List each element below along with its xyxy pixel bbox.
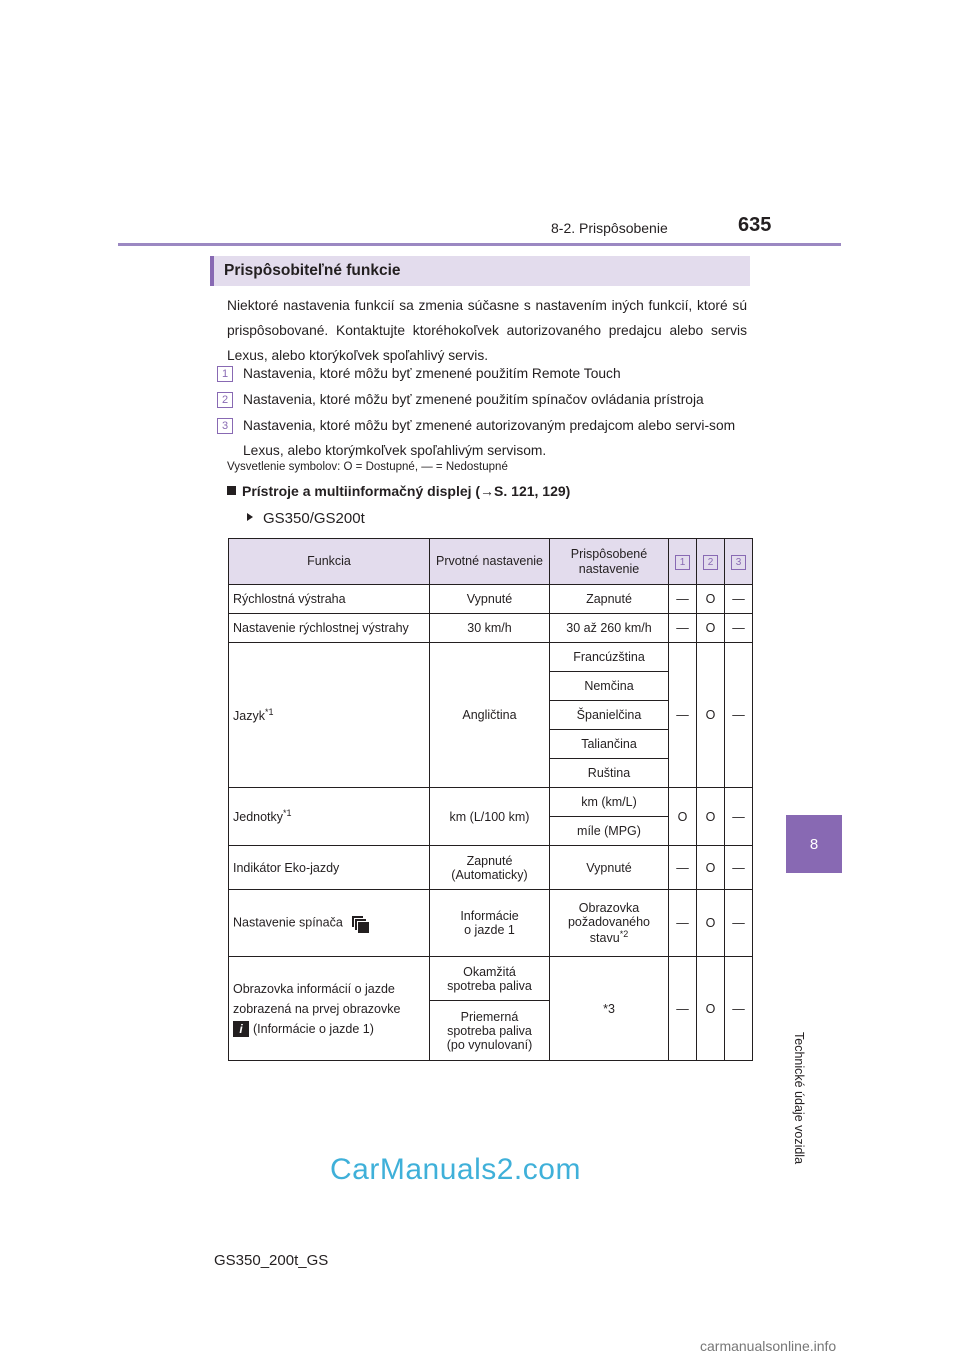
col-header-custom: Prispôsobené nastavenie xyxy=(550,539,669,585)
subsection-heading: Prístroje a multiinformačný displej (→S. 121, 129) xyxy=(227,483,570,499)
display-switch-icon xyxy=(351,915,367,931)
table-row: Nastavenie rýchlostnej výstrahy 30 km/h 30 až 260 km/h — O — xyxy=(229,614,753,643)
intro-paragraph: Niektoré nastavenia funkcií sa zmenia súčasne s nastavením iných funkcií, ktoré sú prispôsobované. Kontaktujte ktoréhokoľvek autorizovaného predajcu alebo servis Lexus, alebo ktorýkoľvek spoľahlivý servis. xyxy=(227,298,747,363)
col-header-default: Prvotné nastavenie xyxy=(430,539,550,585)
item-number-1: 1 xyxy=(217,366,233,382)
section-title: Prispôsobiteľné funkcie xyxy=(210,256,750,286)
col-header-3: 3 xyxy=(725,539,753,585)
table-row: Jednotky$^{*1}$ km (L/100 km) km (km/L) O O — xyxy=(229,788,753,817)
info-icon: i xyxy=(233,1021,249,1037)
item-text-1: Nastavenia, ktoré môžu byť zmenené použitím Remote Touch xyxy=(243,366,621,381)
watermark-secondary: carmanualsonline.info xyxy=(700,1338,837,1354)
footer-model-code: GS350_200t_GS xyxy=(214,1252,329,1269)
col-header-function: Funkcia xyxy=(229,539,430,585)
table-row: Obrazovka informácií o jazde zobrazená na prvej obrazovke i (Informácie o jazde 1) Okamžitá spotreba paliva *3 — O — xyxy=(229,957,753,1001)
chapter-tab xyxy=(786,815,842,873)
running-header-section: 8-2. Prispôsobenie xyxy=(551,220,668,236)
table-row: Indikátor Eko-jazdy Zapnuté (Automaticky) Vypnuté — O — xyxy=(229,846,753,890)
table-row: Rýchlostná výstraha Vypnuté Zapnuté — O — xyxy=(229,585,753,614)
chapter-number: 8 xyxy=(809,835,819,853)
settings-table: Funkcia Prvotné nastavenie Prispôsobené nastavenie 1 2 3 Rýchlostná výstraha Vypnuté Zapnuté — O — Nastavenie rýchlostnej výstrahy 30 km/h 30 až 260 km/h — O — Jazyk$^{*1}$ Angličtina Francúzština — O — Nemčina Španielčina Taliančina Ruština Jednotky$^{*1}$ km (L/100 km) km (km/L) O O — míle (MPG) Indikátor Eko-jazdy Zapnuté (Automaticky) Vypnuté — O — Nastavenie spínača Informácie o jazde 1 Obrazovka požadovaného stavu$^{*2}$ — O — Obrazovka informácií o jazde zobrazená na prvej obrazovke i (Informácie o jazde 1) Okamžitá spotreba paliva *3 — O — Priemerná spotreba paliva (po vynulovaní) xyxy=(228,538,753,1061)
page-number: 635 xyxy=(738,214,772,236)
col-header-2: 2 xyxy=(697,539,725,585)
watermark: CarManuals2.com xyxy=(330,1153,581,1186)
item-text-2: Nastavenia, ktoré môžu byť zmenené použitím spínačov ovládania prístroja xyxy=(243,392,704,407)
item-number-3: 3 xyxy=(217,418,233,434)
table-row: Jazyk$^{*1}$ Angličtina Francúzština — O — xyxy=(229,643,753,672)
header-rule xyxy=(118,243,841,246)
table-row: Nastavenie spínača Informácie o jazde 1 Obrazovka požadovaného stavu$^{*2}$ — O — xyxy=(229,890,753,957)
chapter-side-label: Technické údaje vozidla xyxy=(792,1032,806,1165)
triangle-bullet-icon xyxy=(247,513,253,521)
table-header-row xyxy=(229,539,753,585)
symbol-legend: Vysvetlenie symbolov: O = Dostupné, — = Nedostupné xyxy=(227,461,508,473)
col-header-1: 1 xyxy=(669,539,697,585)
item-text-3: Nastavenia, ktoré môžu byť zmenené autorizovaným predajcom alebo servi-som Lexus, alebo ktorýmkoľvek spoľahlivým servisom. xyxy=(243,418,736,458)
model-label: GS350/GS200t xyxy=(247,510,365,527)
item-number-2: 2 xyxy=(217,392,233,408)
